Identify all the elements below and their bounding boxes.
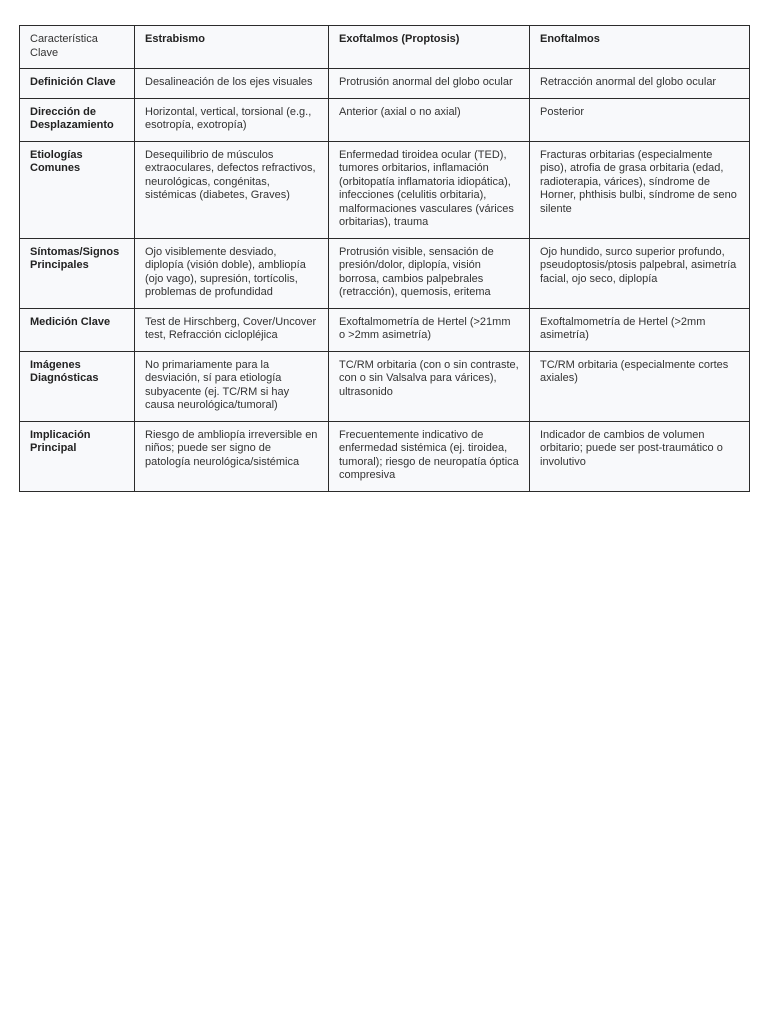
header-exoftalmos: Exoftalmos (Proptosis) xyxy=(329,26,530,69)
comparison-table xyxy=(19,25,750,492)
row-label: Etiologías Comunes xyxy=(20,141,135,238)
table-cell: TC/RM orbitaria (especialmente cortes axiales) xyxy=(530,351,750,421)
table-cell: Horizontal, vertical, torsional (e.g., esotropía, exotropía) xyxy=(135,98,329,141)
table-header xyxy=(20,26,750,69)
table-cell: Anterior (axial o no axial) xyxy=(329,98,530,141)
header-row xyxy=(20,26,750,69)
table-cell: Riesgo de ambliopía irreversible en niños; puede ser signo de patología neurológica/sistémica xyxy=(135,421,329,491)
table-row xyxy=(20,141,750,238)
table-cell: Exoftalmometría de Hertel (>21mm o >2mm asimetría) xyxy=(329,308,530,351)
row-label: Síntomas/Signos Principales xyxy=(20,238,135,308)
table-row xyxy=(20,351,750,421)
table-cell: Ojo hundido, surco superior profundo, pseudoptosis/ptosis palpebral, asimetría facial, ojo seco, diplopía xyxy=(530,238,750,308)
table-cell: Ojo visiblemente desviado, diplopía (visión doble), ambliopía (ojo vago), supresión, tortícolis, problemas de profundidad xyxy=(135,238,329,308)
row-label: Medición Clave xyxy=(20,308,135,351)
comparison-table-container xyxy=(19,25,749,492)
row-label: Implicación Principal xyxy=(20,421,135,491)
table-cell: Exoftalmometría de Hertel (>2mm asimetría) xyxy=(530,308,750,351)
row-label: Imágenes Diagnósticas xyxy=(20,351,135,421)
table-cell: Enfermedad tiroidea ocular (TED), tumores orbitarios, inflamación (orbitopatía inflamatoria idiopática), infecciones (celulitis orbitaria), malformaciones vasculares (várices orbitarias), trauma xyxy=(329,141,530,238)
header-caracteristica: Característica Clave xyxy=(20,26,135,69)
header-enoftalmos: Enoftalmos xyxy=(530,26,750,69)
table-cell: Indicador de cambios de volumen orbitario; puede ser post-traumático o involutivo xyxy=(530,421,750,491)
table-row xyxy=(20,69,750,99)
header-estrabismo: Estrabismo xyxy=(135,26,329,69)
table-cell: Protrusión anormal del globo ocular xyxy=(329,69,530,99)
table-cell: Posterior xyxy=(530,98,750,141)
table-row xyxy=(20,308,750,351)
table-cell: TC/RM orbitaria (con o sin contraste, con o sin Valsalva para várices), ultrasonido xyxy=(329,351,530,421)
table-row xyxy=(20,238,750,308)
table-body xyxy=(20,69,750,492)
table-cell: Desequilibrio de músculos extraoculares, defectos refractivos, neurológicas, congénitas, sistémicas (diabetes, Graves) xyxy=(135,141,329,238)
table-cell: Fracturas orbitarias (especialmente piso), atrofia de grasa orbitaria (edad, radioterapia, várices), síndrome de Horner, phthisis bulbi, síndrome de seno silente xyxy=(530,141,750,238)
table-cell: Test de Hirschberg, Cover/Uncover test, Refracción ciclopléjica xyxy=(135,308,329,351)
table-cell: Desalineación de los ejes visuales xyxy=(135,69,329,99)
table-row xyxy=(20,421,750,491)
row-label: Dirección de Desplazamiento xyxy=(20,98,135,141)
row-label: Definición Clave xyxy=(20,69,135,99)
table-row xyxy=(20,98,750,141)
table-cell: Retracción anormal del globo ocular xyxy=(530,69,750,99)
table-cell: Frecuentemente indicativo de enfermedad sistémica (ej. tiroidea, tumoral); riesgo de neuropatía óptica compresiva xyxy=(329,421,530,491)
table-cell: No primariamente para la desviación, sí para etiología subyacente (ej. TC/RM si hay causa neurológica/tumoral) xyxy=(135,351,329,421)
table-cell: Protrusión visible, sensación de presión/dolor, diplopía, visión borrosa, cambios palpebrales (retracción), quemosis, eritema xyxy=(329,238,530,308)
